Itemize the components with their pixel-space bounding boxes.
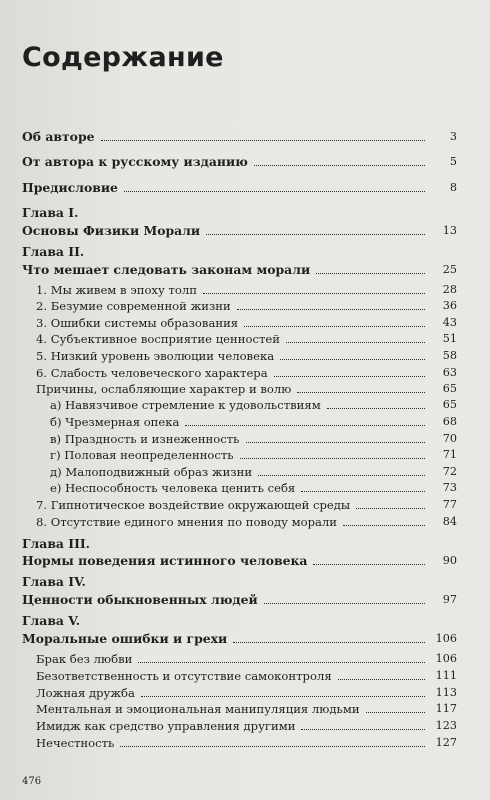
toc-entry-title: Ценности обыкновенных людей bbox=[22, 592, 258, 607]
toc-entry-page: 70 bbox=[442, 432, 457, 445]
toc-entry-page: 3 bbox=[449, 130, 457, 143]
toc-entry-title: Ложная дружба bbox=[36, 686, 135, 700]
toc-entry-title: Что мешает следовать законам морали bbox=[22, 262, 311, 277]
toc-entry-title: 8. Отсутствие единого мнения по поводу морали bbox=[36, 515, 338, 529]
toc-entry-page: 63 bbox=[442, 366, 457, 379]
toc-entry-title: 1. Мы живем в эпоху толп bbox=[36, 283, 197, 297]
toc-entry bbox=[0, 431, 490, 447]
dot-leader bbox=[124, 191, 425, 192]
toc-entry bbox=[0, 315, 490, 331]
toc-entry bbox=[0, 668, 490, 684]
chapter-number: Глава V. bbox=[22, 613, 81, 628]
toc-entry-title: Имидж как средство управления другими bbox=[36, 719, 296, 733]
dot-leader bbox=[138, 662, 425, 663]
chapter-number: Глава I. bbox=[22, 205, 79, 220]
toc-entry-page: 73 bbox=[442, 481, 457, 494]
toc-entry-page: 68 bbox=[442, 415, 457, 428]
chapter-heading bbox=[0, 244, 490, 260]
toc-entry-page: 51 bbox=[442, 332, 457, 345]
dot-leader bbox=[185, 425, 425, 426]
toc-entry-page: 113 bbox=[435, 686, 457, 699]
toc-entry-page: 65 bbox=[442, 382, 457, 395]
toc-entry-title: а) Навязчивое стремление к удовольствиям bbox=[50, 398, 321, 412]
toc-entry-page: 106 bbox=[435, 632, 457, 645]
toc-entry-title: Основы Физики Морали bbox=[22, 223, 201, 238]
toc-entry-title: 2. Безумие современной жизни bbox=[36, 299, 231, 313]
toc-entry-page: 123 bbox=[435, 719, 457, 732]
toc-entry bbox=[0, 282, 490, 298]
dot-leader bbox=[233, 642, 425, 643]
toc-entry-page: 97 bbox=[442, 593, 457, 606]
toc-entry bbox=[0, 592, 490, 608]
chapter-number: Глава II. bbox=[22, 244, 85, 259]
dot-leader bbox=[316, 273, 425, 274]
chapter-number: Глава III. bbox=[22, 536, 90, 551]
toc-entry-title: Об авторе bbox=[22, 129, 95, 144]
toc-entry-title: е) Неспособность человека ценить себя bbox=[50, 481, 296, 495]
toc-entry-title: д) Малоподвижный образ жизни bbox=[50, 465, 253, 479]
toc-entry bbox=[0, 685, 490, 701]
toc-entry-title: Предисловие bbox=[22, 180, 118, 195]
dot-leader bbox=[313, 564, 425, 565]
toc-entry bbox=[0, 262, 490, 278]
toc-entry-title: Причины, ослабляющие характер и волю bbox=[36, 382, 292, 396]
toc-entry-title: Безответственность и отсутствие самоконтроля bbox=[36, 669, 332, 683]
dot-leader bbox=[101, 140, 426, 141]
toc-entry-page: 77 bbox=[442, 498, 457, 511]
toc-entry bbox=[0, 154, 490, 170]
toc-entry-page: 72 bbox=[442, 465, 457, 478]
toc-entry-title: Нечестность bbox=[36, 736, 115, 750]
toc-entry bbox=[0, 553, 490, 569]
toc-entry bbox=[0, 381, 490, 397]
toc-entry-page: 8 bbox=[449, 181, 457, 194]
toc-entry-title: 7. Гипнотическое воздействие окружающей среды bbox=[36, 498, 351, 512]
dot-leader bbox=[206, 234, 425, 235]
toc-entry bbox=[0, 701, 490, 717]
toc-entry-page: 127 bbox=[435, 736, 457, 749]
chapter-heading bbox=[0, 205, 490, 221]
dot-leader bbox=[297, 392, 425, 393]
toc-entry-page: 106 bbox=[435, 652, 457, 665]
toc-entry bbox=[0, 735, 490, 751]
dot-leader bbox=[343, 525, 425, 526]
dot-leader bbox=[286, 342, 425, 343]
dot-leader bbox=[274, 376, 425, 377]
chapter-heading bbox=[0, 613, 490, 629]
chapter-number: Глава IV. bbox=[22, 574, 86, 589]
page-title: Содержание bbox=[22, 42, 224, 73]
dot-leader bbox=[264, 603, 425, 604]
toc-entry bbox=[0, 464, 490, 480]
dot-leader bbox=[356, 508, 425, 509]
toc-entry bbox=[0, 447, 490, 463]
toc-entry-title: 3. Ошибки системы образования bbox=[36, 316, 239, 330]
toc-entry bbox=[0, 480, 490, 496]
toc-entry-page: 90 bbox=[442, 554, 457, 567]
toc-entry bbox=[0, 497, 490, 513]
dot-leader bbox=[246, 442, 426, 443]
toc-entry-title: в) Праздность и изнеженность bbox=[50, 432, 240, 446]
toc-entry bbox=[0, 631, 490, 647]
toc-entry bbox=[0, 397, 490, 413]
toc-entry-title: Моральные ошибки и грехи bbox=[22, 631, 228, 646]
toc-entry bbox=[0, 129, 490, 145]
toc-entry bbox=[0, 514, 490, 530]
toc-entry-page: 25 bbox=[442, 263, 457, 276]
dot-leader bbox=[244, 326, 425, 327]
toc-entry-page: 65 bbox=[442, 398, 457, 411]
toc-entry-title: Нормы поведения истинного человека bbox=[22, 553, 308, 568]
toc-entry-title: 6. Слабость человеческого характера bbox=[36, 366, 268, 380]
toc-entry bbox=[0, 651, 490, 667]
dot-leader bbox=[301, 491, 425, 492]
chapter-heading bbox=[0, 574, 490, 590]
dot-leader bbox=[237, 309, 425, 310]
toc-entry-title: 4. Субъективное восприятие ценностей bbox=[36, 332, 280, 346]
toc-entry bbox=[0, 718, 490, 734]
toc-entry-title: 5. Низкий уровень эволюции человека bbox=[36, 349, 275, 363]
toc-entry-page: 84 bbox=[442, 515, 457, 528]
toc-entry-title: г) Половая неопределенность bbox=[50, 448, 234, 462]
dot-leader bbox=[301, 729, 425, 730]
toc-entry-title: б) Чрезмерная опека bbox=[50, 415, 180, 429]
toc-entry-page: 5 bbox=[449, 155, 457, 168]
toc-entry-title: От автора к русскому изданию bbox=[22, 154, 248, 169]
toc-entry-page: 117 bbox=[435, 702, 457, 715]
toc-entry-title: Ментальная и эмоциональная манипуляция людьми bbox=[36, 702, 360, 716]
toc-entry-page: 111 bbox=[435, 669, 457, 682]
dot-leader bbox=[254, 165, 425, 166]
toc-entry-page: 43 bbox=[442, 316, 457, 329]
toc-entry bbox=[0, 180, 490, 196]
toc-entry-page: 36 bbox=[442, 299, 457, 312]
toc-entry-page: 13 bbox=[442, 224, 457, 237]
dot-leader bbox=[203, 293, 425, 294]
toc-entry bbox=[0, 223, 490, 239]
dot-leader bbox=[366, 712, 425, 713]
dot-leader bbox=[240, 458, 425, 459]
toc-entry bbox=[0, 298, 490, 314]
toc-entry bbox=[0, 331, 490, 347]
dot-leader bbox=[120, 746, 425, 747]
toc-entry bbox=[0, 414, 490, 430]
dot-leader bbox=[338, 679, 425, 680]
toc-entry bbox=[0, 365, 490, 381]
chapter-heading bbox=[0, 536, 490, 552]
toc-entry-page: 58 bbox=[442, 349, 457, 362]
toc-entry-page: 71 bbox=[442, 448, 457, 461]
dot-leader bbox=[280, 359, 425, 360]
page-number: 476 bbox=[22, 776, 42, 787]
dot-leader bbox=[258, 475, 425, 476]
toc-entry bbox=[0, 348, 490, 364]
toc-entry-title: Брак без любви bbox=[36, 652, 133, 666]
dot-leader bbox=[327, 408, 425, 409]
toc-entry-page: 28 bbox=[442, 283, 457, 296]
dot-leader bbox=[141, 696, 425, 697]
